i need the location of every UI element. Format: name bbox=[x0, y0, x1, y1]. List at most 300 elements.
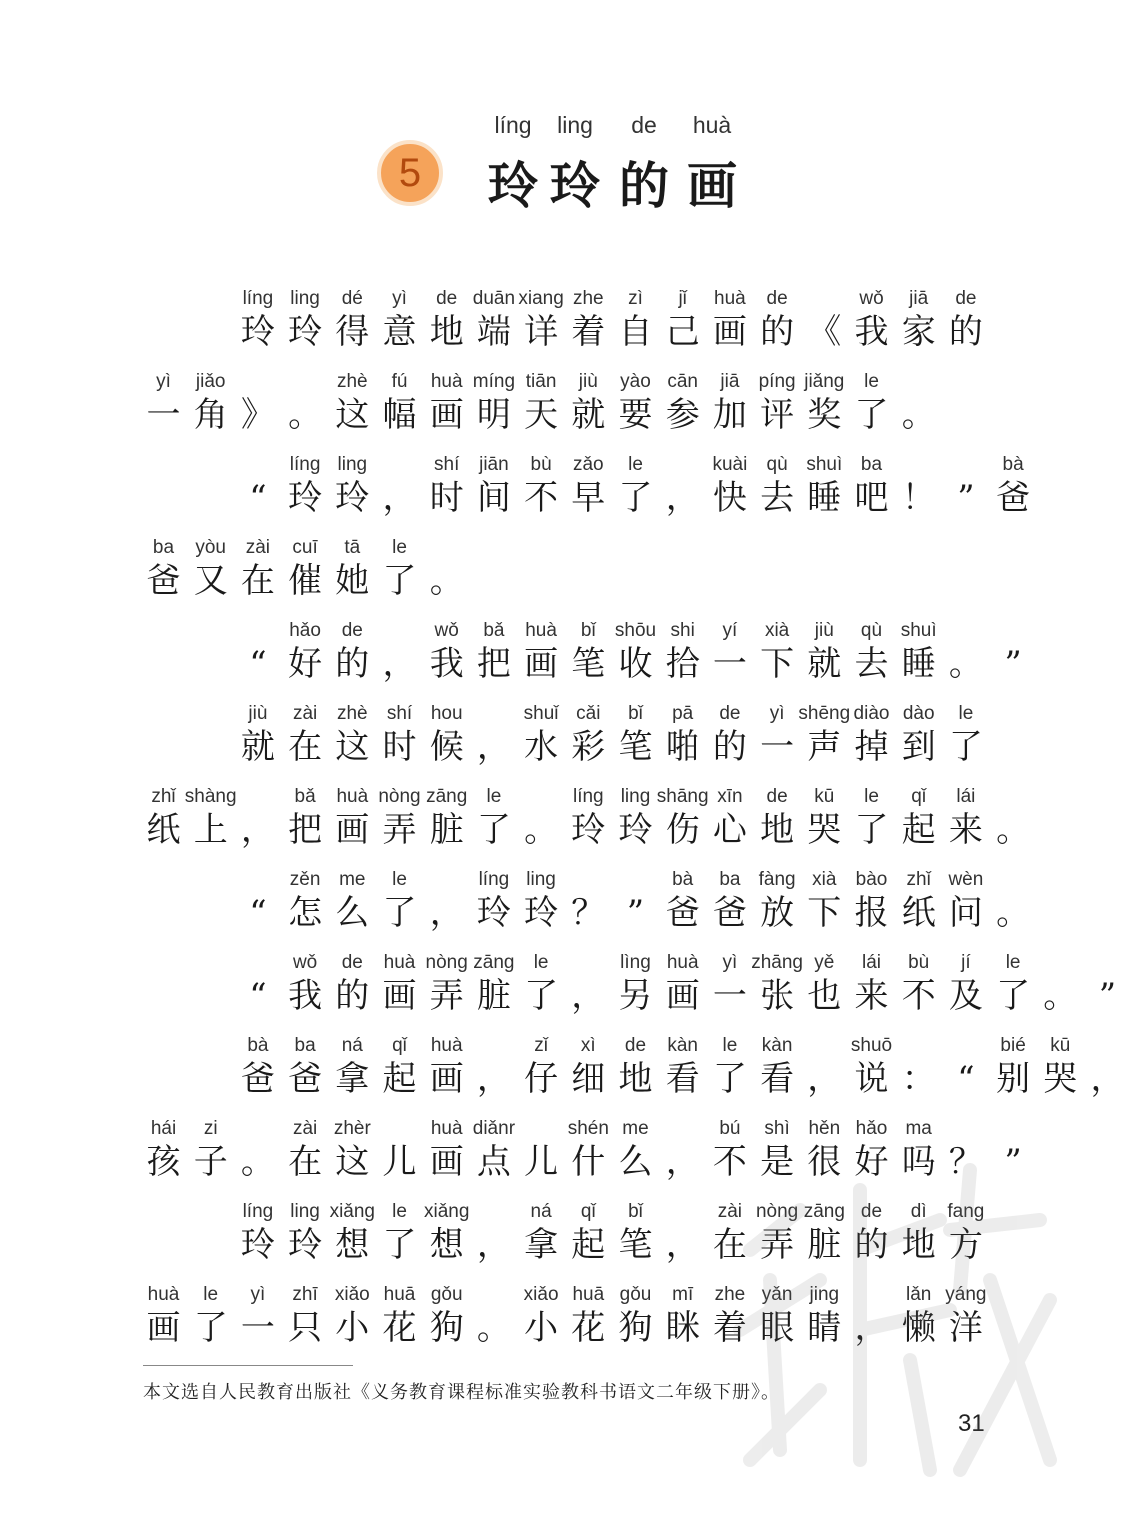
pinyin: lìng bbox=[620, 952, 651, 973]
hanzi: ， bbox=[240, 810, 275, 850]
hanzi: 笔 bbox=[618, 1225, 653, 1265]
hanzi: 己 bbox=[665, 312, 700, 352]
hanzi: 吗 bbox=[901, 1142, 936, 1182]
hanzi: 画 bbox=[524, 644, 559, 684]
hanzi: 儿 bbox=[382, 1142, 417, 1182]
pinyin: jiā bbox=[720, 371, 740, 392]
hanzi: 另 bbox=[618, 976, 653, 1016]
pinyin: bǎ bbox=[483, 620, 505, 641]
hanzi: 眼 bbox=[760, 1308, 795, 1348]
title-char: 的 bbox=[619, 156, 669, 215]
pinyin: shuǐ bbox=[523, 703, 559, 724]
hanzi: 自 bbox=[618, 312, 653, 352]
pinyin: ba bbox=[719, 869, 741, 890]
pinyin: zài bbox=[292, 703, 318, 724]
hanzi: 睛 bbox=[807, 1308, 842, 1348]
pinyin: de bbox=[341, 620, 363, 641]
hanzi: 。 bbox=[948, 644, 983, 684]
title-pinyin: líng bbox=[494, 112, 532, 138]
hanzi: 一 bbox=[712, 644, 747, 684]
hanzi: 很 bbox=[807, 1142, 842, 1182]
hanzi: 。 bbox=[901, 395, 936, 435]
hanzi: 么 bbox=[618, 1142, 653, 1182]
hanzi: ， bbox=[476, 727, 511, 767]
pinyin: jí bbox=[961, 952, 971, 973]
pinyin: xià bbox=[764, 620, 790, 641]
hanzi: 玲 bbox=[288, 312, 323, 352]
hanzi: ” bbox=[957, 478, 975, 518]
hanzi: 把 bbox=[476, 644, 511, 684]
pinyin: dé bbox=[341, 288, 363, 309]
hanzi: 着 bbox=[712, 1308, 747, 1348]
hanzi: 弄 bbox=[382, 810, 417, 850]
pinyin: yòu bbox=[195, 537, 226, 558]
pinyin: huā bbox=[383, 1284, 416, 1305]
hanzi: 爸 bbox=[288, 1059, 323, 1099]
pinyin: me bbox=[339, 869, 366, 890]
hanzi: ， bbox=[476, 1059, 511, 1099]
hanzi: 》 bbox=[240, 395, 275, 435]
hanzi: 到 bbox=[901, 727, 936, 767]
hanzi: 在 bbox=[288, 727, 323, 767]
pinyin: de bbox=[341, 952, 363, 973]
pinyin: zì bbox=[628, 288, 643, 309]
hanzi: 怎 bbox=[288, 893, 323, 933]
pinyin: me bbox=[622, 1118, 649, 1139]
pinyin: huà bbox=[383, 952, 416, 973]
hanzi: 拾 bbox=[665, 644, 700, 684]
pinyin: ling bbox=[526, 869, 556, 890]
pinyin: hái bbox=[150, 1118, 177, 1139]
hanzi: ， bbox=[665, 1142, 700, 1182]
hanzi: 掉 bbox=[854, 727, 889, 767]
hanzi: 别 bbox=[996, 1059, 1031, 1099]
pinyin: wǒ bbox=[859, 288, 884, 309]
pinyin: dì bbox=[910, 1201, 927, 1222]
pinyin: jiā bbox=[909, 288, 929, 309]
pinyin: zhe bbox=[572, 288, 604, 309]
hanzi: 洋 bbox=[948, 1308, 983, 1348]
hanzi: 收 bbox=[618, 644, 653, 684]
hanzi: 地 bbox=[901, 1225, 936, 1265]
hanzi: 。 bbox=[429, 561, 464, 601]
pinyin: duān bbox=[472, 288, 516, 309]
hanzi: 候 bbox=[429, 727, 464, 767]
hanzi: “ bbox=[249, 478, 267, 518]
hanzi: 在 bbox=[240, 561, 275, 601]
pinyin: hou bbox=[430, 703, 463, 724]
pinyin: zài bbox=[245, 537, 271, 558]
pinyin: le bbox=[392, 869, 407, 890]
page-number: 31 bbox=[958, 1410, 985, 1437]
pinyin: diào bbox=[853, 703, 890, 724]
pinyin: de bbox=[719, 703, 741, 724]
pinyin: de bbox=[624, 1035, 647, 1056]
pinyin: zǎo bbox=[572, 454, 604, 475]
pinyin: zài bbox=[717, 1201, 743, 1222]
hanzi: 仔 bbox=[524, 1059, 559, 1099]
hanzi: 我 bbox=[288, 976, 323, 1016]
hanzi: 子 bbox=[193, 1142, 228, 1182]
pinyin: shi bbox=[670, 620, 695, 641]
hanzi: 就 bbox=[571, 395, 606, 435]
hanzi: ， bbox=[665, 1225, 700, 1265]
pinyin: shēng bbox=[798, 703, 851, 724]
pinyin: kuài bbox=[712, 454, 748, 475]
hanzi: 快 bbox=[712, 478, 747, 518]
pinyin: le bbox=[392, 537, 407, 558]
pinyin: hǎo bbox=[855, 1118, 888, 1139]
hanzi: 《 bbox=[807, 312, 842, 352]
hanzi: 的 bbox=[948, 312, 983, 352]
pinyin: ma bbox=[905, 1118, 932, 1139]
pinyin: yì bbox=[156, 371, 171, 392]
pinyin: bǐ bbox=[580, 620, 596, 641]
pinyin: qù bbox=[860, 620, 883, 641]
hanzi: 奖 bbox=[807, 395, 842, 435]
hanzi: ！ bbox=[901, 478, 936, 518]
pinyin: pā bbox=[672, 703, 694, 724]
pinyin: zi bbox=[203, 1118, 218, 1139]
hanzi: 玲 bbox=[571, 810, 606, 850]
hanzi: 的 bbox=[335, 644, 370, 684]
pinyin: bǐ bbox=[628, 703, 643, 724]
pinyin: nòng bbox=[425, 952, 468, 973]
hanzi: ， bbox=[382, 644, 417, 684]
hanzi: ？ bbox=[948, 1142, 983, 1182]
pinyin: xì bbox=[580, 1035, 596, 1056]
pinyin: xiǎng bbox=[423, 1201, 470, 1222]
pinyin: yào bbox=[620, 371, 651, 392]
pinyin: ba bbox=[152, 537, 175, 558]
hanzi: 催 bbox=[288, 561, 323, 601]
pinyin: líng bbox=[242, 288, 274, 309]
hanzi: 玲 bbox=[288, 478, 323, 518]
hanzi: 笔 bbox=[618, 727, 653, 767]
hanzi: 玲 bbox=[524, 893, 559, 933]
hanzi: 的 bbox=[335, 976, 370, 1016]
hanzi: 玲 bbox=[288, 1225, 323, 1265]
hanzi: 心 bbox=[712, 810, 747, 850]
hanzi: 细 bbox=[571, 1059, 606, 1099]
pinyin: xiǎng bbox=[329, 1201, 375, 1222]
hanzi: ， bbox=[807, 1059, 842, 1099]
hanzi: 小 bbox=[335, 1308, 370, 1348]
pinyin: lái bbox=[861, 952, 881, 973]
pinyin: shuì bbox=[900, 620, 937, 641]
hanzi: 加 bbox=[712, 395, 747, 435]
hanzi: 了 bbox=[854, 395, 889, 435]
pinyin: cǎi bbox=[576, 703, 601, 724]
pinyin: wèn bbox=[948, 869, 984, 890]
hanzi: 不 bbox=[712, 1142, 747, 1182]
pinyin: de bbox=[860, 1201, 883, 1222]
pinyin: lái bbox=[956, 786, 976, 807]
pinyin: ná bbox=[341, 1035, 363, 1056]
pinyin: huà bbox=[336, 786, 369, 807]
pinyin: huà bbox=[525, 620, 557, 641]
pinyin: líng bbox=[478, 869, 510, 890]
pinyin: jiǎng bbox=[804, 371, 845, 392]
hanzi: ？ bbox=[571, 893, 606, 933]
hanzi: 爸 bbox=[712, 893, 747, 933]
hanzi: 地 bbox=[618, 1059, 653, 1099]
pinyin: ba bbox=[860, 454, 883, 475]
hanzi: “ bbox=[957, 1059, 975, 1099]
hanzi: 爸 bbox=[146, 561, 181, 601]
hanzi: 说 bbox=[854, 1059, 889, 1099]
hanzi: 好 bbox=[288, 644, 323, 684]
hanzi: 狗 bbox=[429, 1308, 464, 1348]
pinyin: ling bbox=[290, 1201, 320, 1222]
pinyin: gǒu bbox=[430, 1284, 463, 1305]
pinyin: le bbox=[533, 952, 549, 973]
pinyin: bào bbox=[855, 869, 888, 890]
hanzi: 报 bbox=[854, 893, 889, 933]
pinyin: wǒ bbox=[292, 952, 318, 973]
hanzi: 来 bbox=[854, 976, 889, 1016]
hanzi: 要 bbox=[618, 395, 653, 435]
hanzi: 笔 bbox=[571, 644, 606, 684]
pinyin: nòng bbox=[378, 786, 421, 807]
title-pinyin: huà bbox=[692, 112, 732, 138]
hanzi: 爸 bbox=[665, 893, 700, 933]
hanzi: 想 bbox=[429, 1225, 464, 1265]
hanzi: 画 bbox=[712, 312, 747, 352]
hanzi: 一 bbox=[760, 727, 795, 767]
hanzi: ， bbox=[854, 1308, 889, 1348]
pinyin: xiǎo bbox=[334, 1284, 370, 1305]
pinyin: shén bbox=[567, 1118, 609, 1139]
hanzi: 玲 bbox=[240, 312, 275, 352]
pinyin: míng bbox=[472, 371, 516, 392]
hanzi: 睡 bbox=[901, 644, 936, 684]
hanzi: 脏 bbox=[807, 1225, 842, 1265]
pinyin: yì bbox=[392, 288, 407, 309]
pinyin: píng bbox=[758, 371, 796, 392]
pinyin: diǎnr bbox=[472, 1118, 516, 1139]
pinyin: jiān bbox=[479, 454, 509, 475]
hanzi: 画 bbox=[429, 1142, 464, 1182]
hanzi: 弄 bbox=[760, 1225, 795, 1265]
pinyin: lǎn bbox=[906, 1284, 932, 1305]
hanzi: 这 bbox=[335, 1142, 370, 1182]
hanzi: 纸 bbox=[901, 893, 936, 933]
hanzi: 天 bbox=[524, 395, 559, 435]
hanzi: 拿 bbox=[335, 1059, 370, 1099]
pinyin: zhèr bbox=[333, 1118, 371, 1139]
pinyin: bú bbox=[719, 1118, 741, 1139]
hanzi: 下 bbox=[807, 893, 842, 933]
hanzi: 啪 bbox=[665, 727, 700, 767]
hanzi: 脏 bbox=[476, 976, 511, 1016]
footnote-divider bbox=[143, 1365, 353, 1366]
hanzi: 张 bbox=[760, 976, 795, 1016]
pinyin: qǐ bbox=[580, 1201, 596, 1222]
pinyin: ná bbox=[530, 1201, 552, 1222]
pinyin: zhāng bbox=[751, 952, 803, 973]
hanzi: “ bbox=[249, 893, 267, 933]
hanzi: 。 bbox=[240, 1142, 275, 1182]
pinyin: huà bbox=[430, 1118, 463, 1139]
pinyin: le bbox=[864, 371, 879, 392]
hanzi: 画 bbox=[665, 976, 700, 1016]
pinyin: le bbox=[1005, 952, 1021, 973]
hanzi: ” bbox=[1098, 976, 1117, 1016]
hanzi: 去 bbox=[760, 478, 795, 518]
pinyin: huà bbox=[430, 371, 463, 392]
pinyin: huà bbox=[147, 1284, 180, 1305]
pinyin: zāng bbox=[426, 786, 468, 807]
hanzi: 哭 bbox=[807, 810, 842, 850]
hanzi: 脏 bbox=[429, 810, 464, 850]
hanzi: 孩 bbox=[146, 1142, 181, 1182]
pinyin: yáng bbox=[945, 1284, 987, 1305]
hanzi: 只 bbox=[288, 1308, 323, 1348]
pinyin: zāng bbox=[803, 1201, 845, 1222]
pinyin: jiù bbox=[248, 703, 268, 724]
pinyin: kàn bbox=[667, 1035, 698, 1056]
pinyin: xīn bbox=[717, 786, 743, 807]
hanzi: 爸 bbox=[240, 1059, 275, 1099]
title-char: 画 bbox=[687, 156, 737, 215]
pinyin: huà bbox=[714, 288, 746, 309]
hanzi: 。 bbox=[1043, 976, 1078, 1016]
pinyin: zhè bbox=[336, 703, 368, 724]
hanzi: 地 bbox=[760, 810, 795, 850]
pinyin: fàng bbox=[758, 869, 796, 890]
hanzi: 玲 bbox=[240, 1225, 275, 1265]
pinyin: gǒu bbox=[619, 1284, 652, 1305]
pinyin: bù bbox=[530, 454, 552, 475]
pinyin: yě bbox=[814, 952, 835, 973]
hanzi: 起 bbox=[571, 1225, 606, 1265]
hanzi: 我 bbox=[854, 312, 889, 352]
hanzi: 了 bbox=[618, 478, 653, 518]
hanzi: ， bbox=[382, 478, 417, 518]
pinyin: yǎn bbox=[761, 1284, 793, 1305]
pinyin: de bbox=[766, 786, 788, 807]
hanzi: ， bbox=[571, 976, 606, 1016]
pinyin: le bbox=[864, 786, 879, 807]
pinyin: zāng bbox=[473, 952, 515, 973]
hanzi: 彩 bbox=[571, 727, 606, 767]
pinyin: de bbox=[955, 288, 977, 309]
pinyin: ling bbox=[337, 454, 368, 475]
pinyin: xiǎo bbox=[523, 1284, 559, 1305]
pinyin: shōu bbox=[614, 620, 657, 641]
publisher-watermark-icon bbox=[710, 1130, 1070, 1510]
hanzi: 问 bbox=[948, 893, 983, 933]
pinyin: xià bbox=[812, 869, 837, 890]
hanzi: 一 bbox=[712, 976, 747, 1016]
hanzi: 了 bbox=[193, 1308, 228, 1348]
hanzi: 幅 bbox=[382, 395, 417, 435]
hanzi: 狗 bbox=[618, 1308, 653, 1348]
hanzi: 方 bbox=[948, 1225, 983, 1265]
hanzi: 画 bbox=[382, 976, 417, 1016]
hanzi: 了 bbox=[524, 976, 559, 1016]
hanzi: 花 bbox=[571, 1308, 606, 1348]
hanzi: 画 bbox=[429, 1059, 464, 1099]
pinyin: zhǐ bbox=[151, 786, 176, 807]
hanzi: 不 bbox=[901, 976, 936, 1016]
hanzi: 参 bbox=[665, 395, 700, 435]
hanzi: 去 bbox=[854, 644, 889, 684]
pinyin: bǐ bbox=[628, 1201, 643, 1222]
pinyin: jiù bbox=[578, 371, 598, 392]
pinyin: líng bbox=[242, 1201, 274, 1222]
pinyin: shì bbox=[764, 1118, 790, 1139]
pinyin: le bbox=[392, 1201, 407, 1222]
hanzi: 地 bbox=[429, 312, 464, 352]
pinyin: shí bbox=[434, 454, 460, 475]
hanzi: 什 bbox=[571, 1142, 606, 1182]
lesson-number: 5 bbox=[398, 150, 422, 195]
hanzi: 着 bbox=[571, 312, 606, 352]
hanzi: 眯 bbox=[665, 1308, 700, 1348]
hanzi: 角 bbox=[193, 395, 228, 435]
hanzi: 。 bbox=[524, 810, 559, 850]
pinyin: bà bbox=[1002, 454, 1024, 475]
pinyin: tiān bbox=[525, 371, 557, 392]
hanzi: 水 bbox=[524, 727, 559, 767]
hanzi: 吧 bbox=[854, 478, 889, 518]
hanzi: 就 bbox=[807, 644, 842, 684]
lesson-title bbox=[0, 110, 1080, 230]
hanzi: 意 bbox=[382, 312, 417, 352]
hanzi: 来 bbox=[948, 810, 983, 850]
pinyin: nòng bbox=[755, 1201, 799, 1222]
hanzi: ， bbox=[429, 893, 464, 933]
hanzi: 画 bbox=[146, 1308, 181, 1348]
hanzi: 小 bbox=[524, 1308, 559, 1348]
title-pinyin: ling bbox=[557, 112, 593, 138]
pinyin: ba bbox=[294, 1035, 316, 1056]
pinyin: bà bbox=[247, 1035, 269, 1056]
pinyin: fang bbox=[947, 1201, 985, 1222]
pinyin: kū bbox=[1050, 1035, 1071, 1056]
hanzi: 这 bbox=[335, 727, 370, 767]
hanzi: 了 bbox=[854, 810, 889, 850]
hanzi: ， bbox=[665, 478, 700, 518]
hanzi: 我 bbox=[429, 644, 464, 684]
hanzi: 早 bbox=[571, 478, 606, 518]
hanzi: 的 bbox=[854, 1225, 889, 1265]
hanzi: 想 bbox=[335, 1225, 370, 1265]
pinyin: wǒ bbox=[434, 620, 459, 641]
hanzi: ： bbox=[901, 1059, 936, 1099]
hanzi: 评 bbox=[760, 395, 795, 435]
hanzi: 看 bbox=[665, 1059, 700, 1099]
hanzi: 看 bbox=[760, 1059, 795, 1099]
pinyin: zhī bbox=[292, 1284, 318, 1305]
pinyin: zǐ bbox=[534, 1035, 548, 1056]
hanzi: 纸 bbox=[146, 810, 181, 850]
hanzi: 了 bbox=[996, 976, 1031, 1016]
hanzi: 时 bbox=[429, 478, 464, 518]
pinyin: yí bbox=[722, 620, 738, 641]
hanzi: 一 bbox=[146, 395, 181, 435]
hanzi: 了 bbox=[382, 1225, 417, 1265]
hanzi: 一 bbox=[240, 1308, 275, 1348]
hanzi: ， bbox=[476, 1225, 511, 1265]
pinyin: zhe bbox=[714, 1284, 746, 1305]
hanzi: 拿 bbox=[524, 1225, 559, 1265]
hanzi: 画 bbox=[335, 810, 370, 850]
hanzi: ， bbox=[1090, 1059, 1125, 1099]
hanzi: 了 bbox=[476, 810, 511, 850]
